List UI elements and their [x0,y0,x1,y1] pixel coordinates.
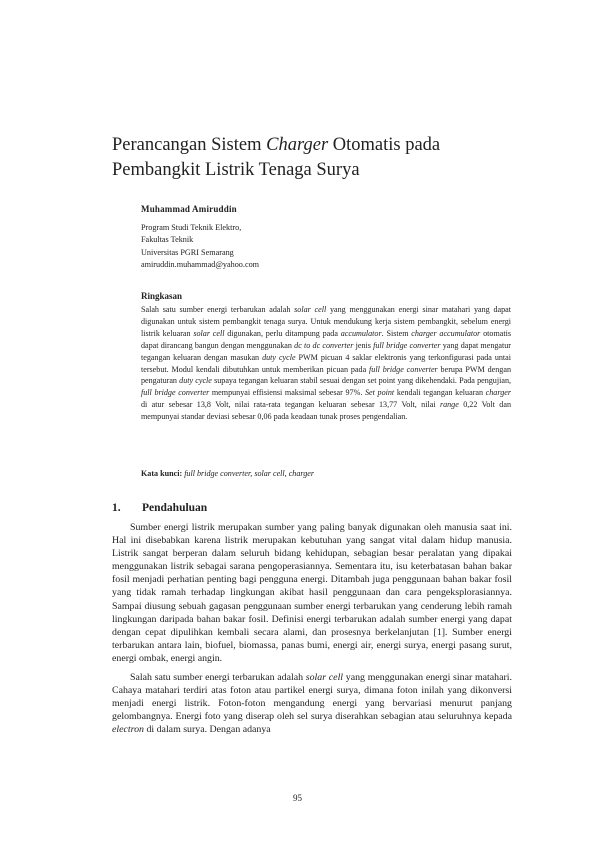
abstract-text-run: jenis [353,340,374,350]
affiliation-faculty: Fakultas Teknik [141,235,194,245]
abstract-text-run: . Sistem [381,328,412,338]
keywords-value: full bridge converter, solar cell, charger [184,469,315,478]
title-line2: Pembangkit Listrik Tenaga Surya [112,160,360,180]
abstract-italic-term: duty cycle [262,352,296,362]
abstract-text-run: digunakan, perlu ditampung pada [224,328,341,338]
section-number: 1. [112,502,121,514]
title-part2: Otomatis pada [328,135,441,155]
abstract-text-run: yang dapat mengatur tegangan keluaran dengan masukan [141,340,512,362]
abstract-text-run: kendali tegangan keluaran [394,388,486,398]
paragraph-text-run: Sumber energi listrik merupakan sumber yang paling banyak digunakan oleh manusia saat ini. Hal ini disebabkan karena listrik merupakan kebutuhan yang sangat vital dalam hidup manusia. Listrik sangat berperan dalam seluruh bidang kehidupan, sebagian besar peralatan yang dipakai menggunakan listrik sebagai sarana pengoperasiannya. Sementara itu, isu keterbatasan bahan bakar fosil menjadi perhatian penting bagi pengguna energi. Ditambah juga penggunaan bahan bakar fosil yang tidak ramah terhadap lingkungan akibat hasil penggunaan dan cara pengeksplorasiannya. Sampai diusung sebuah gagasan penggunaan sumber energi terbarukan yang cenderung lebih ramah lingkungan daripada bahan bakar fosil. Definisi energi terbarukan adalah sumber energi yang dapat dengan cepat dipulihkan kembali secara alami, dan prosesnya berkelanjutan [1]. Sumber energi terbarukan antara lain, biofuel, biomassa, panas bumi, energi air, energi surya, energi pasang surut, energi ombak, energi angin. [112,522,512,664]
paper-title [112,133,512,183]
body-text [112,521,512,743]
abstract-italic-term: charger [485,388,511,398]
paragraph-italic-term: electron [112,724,144,736]
author-email: amiruddin.muhammad@yahoo.com [141,259,260,269]
keywords-label: Kata kunci: [141,469,183,478]
abstract-italic-term: full bridge converter [369,364,438,374]
affiliation-block [141,222,259,271]
title-part1: Perancangan Sistem [112,135,267,155]
abstract-italic-term: duty cycle [179,376,212,386]
abstract-italic-term: solar cell [193,328,225,338]
paragraph-1 [112,521,512,665]
abstract-text-run: PWM picuan 4 saklar elektronis yang terkonfigurasi pada untai tersebut. Modul kendali dibutuhkan untuk memberikan picuan pada [141,352,512,374]
paragraph-text-run: Salah satu sumber energi terbarukan adalah [130,672,306,684]
abstract-italic-term: charger accumulator [411,328,481,338]
abstract-text-run: Salah satu sumber energi terbarukan adalah [141,305,295,314]
abstract-text-run: mempunyai effisiensi maksimal sebesar 97%. [209,388,365,398]
page-number: 95 [293,793,302,803]
section-title: Pendahuluan [142,502,208,514]
abstract-text-run: di atur sebesar 13,8 Volt, nilai rata-rata tegangan keluaran sebesar 13,77 Volt, nilai [141,400,440,410]
abstract-italic-term: full bridge converter [373,340,441,350]
affiliation-university: Universitas PGRI Semarang [141,247,234,257]
abstract-italic-term: solar cell [294,305,327,314]
abstract-italic-term: Set point [365,388,395,398]
paragraph-2 [112,671,512,736]
section-heading [112,502,207,514]
paragraph-text-run: di dalam surya. Dengan adanya [144,724,271,736]
affiliation-program: Program Studi Teknik Elektro, [141,223,242,232]
abstract-text-run: supaya tegangan keluaran stabil sesuai dengan set point yang dikehendaki. Pada pengujian, [211,376,512,386]
abstract-italic-term: dc to dc converter [294,340,354,350]
abstract-text-run: otomatis dapat dirancang bangun dengan menggunakan [141,328,512,350]
abstract-italic-term: range [439,400,459,410]
abstract-text-run: 0,22 Volt dan mempunyai standar deviasi sebesar 0,06 pada keadaan tunak proses pengendalian. [141,400,511,422]
abstract-text-run: berupa PWM dengan pengaturan [141,364,511,386]
title-italic: Charger [266,135,329,155]
abstract-italic-term: accumulator [340,328,382,338]
keywords [141,469,314,478]
abstract-text-run: yang menggunakan energi sinar matahari yang dapat digunakan untuk sistem pembangkit tenaga surya. Untuk mendukung kerja sistem pembangkit, sebelum energi listrik keluaran [141,305,511,338]
author-name: Muhammad Amiruddin [141,204,237,214]
abstract-text [141,304,511,423]
paragraph-italic-term: solar cell [305,672,344,684]
paragraph-text-run: yang menggunakan energi sinar matahari. Cahaya matahari terdiri atas foton atau partikel energi surya, dimana foton inilah yang dikonversi menjadi energi listrik. Foton-foton mengandung energi yang bervariasi menurut panjang gelombangnya. Energi foto yang diserap oleh sel surya diserahkan sebagian atau seluruhnya kepada [112,672,512,723]
abstract-heading: Ringkasan [141,291,183,301]
abstract-italic-term: full bridge converter [141,388,210,398]
